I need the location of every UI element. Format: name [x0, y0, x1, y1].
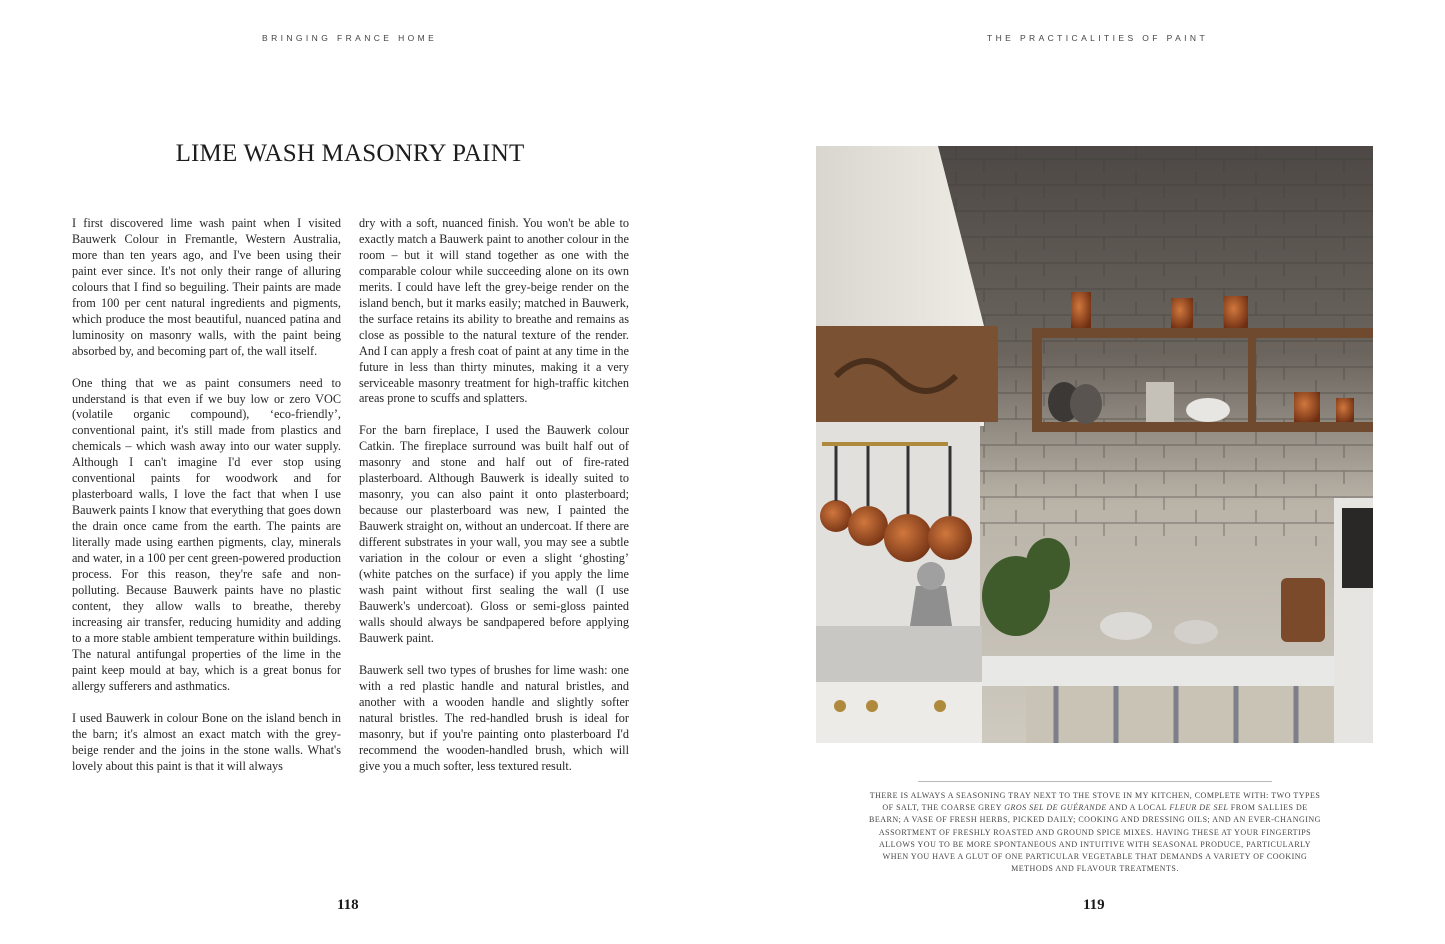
body-column-right — [359, 216, 629, 790]
kitchen-photo-illustration — [816, 146, 1373, 743]
body-paragraph: I used Bauwerk in colour Bone on the island bench in the barn; it's almost an exact match with the grey-beige render and the joins in the stone walls. What's lovely about this paint is that it will always — [72, 710, 341, 773]
body-column-left — [72, 216, 341, 790]
caption-text: FROM SALLIES DE BEARN; A VASE OF FRESH HERBS, PICKED DAILY; COOKING AND DRESSING OILS; AND AN EVER-CHANGING ASSORTMENT OF FRESHLY ROASTED AND GROUND SPICE MIXES. HAVING THESE AT YOUR FINGERTIPS ALLOWS YOU TO BE MORE SPONTANEOUS AND INTUITIVE WITH SEASONAL PRODUCE, PARTICULARLY WHEN YOU HAVE A GLUT OF ONE PARTICULAR VEGETABLE THAT DEMANDS A VARIETY OF COOKING METHODS AND FLAVOUR TREATMENTS. — [869, 803, 1321, 874]
caption-emphasis: GROS SEL DE GUÉRANDE — [1004, 803, 1107, 813]
photo-caption — [866, 790, 1324, 875]
kitchen-photo — [816, 146, 1373, 743]
body-paragraph: dry with a soft, nuanced finish. You won't be able to exactly match a Bauwerk paint to another colour in the room – but it will stand together as one with the comparable colour while succeeding alone on its own merits. I could have left the grey-beige render on the island bench, but it marks easily; matched in Bauwerk, the surface retains its ability to breathe and remains as close as possible to the natural texture of the render. And I can apply a fresh coat of paint at any time in the future in less than thirty minutes, making it a very serviceable masonry treatment for high-traffic kitchen areas prone to scuffs and splatters. — [359, 216, 629, 406]
article-title: LIME WASH MASONRY PAINT — [175, 140, 525, 167]
caption-text: AND A LOCAL — [1106, 803, 1170, 813]
body-paragraph: For the barn fireplace, I used the Bauwerk colour Catkin. The fireplace surround was built half out of masonry and stone and half out of fire-rated plasterboard. Although Bauwerk is ideally suited to masonry, you can also paint it onto plasterboard; because our plasterboard was new, I painted the Bauwerk straight on, without an undercoat. If there are different substrates in your wall, you may see a subtle variation in the colour or even a slight ‘ghosting’ (white patches on the surface) if you apply the lime wash paint without first sealing the wall (I use Bauwerk's undercoat). Gloss or semi-gloss painted walls should always be sandpapered before applying Bauwerk paint. — [359, 423, 629, 645]
running-head-left: BRINGING FRANCE HOME — [262, 33, 438, 43]
body-paragraph: Bauwerk sell two types of brushes for lime wash: one with a red plastic handle and natural bristles, and another with a wooden handle and slightly softer natural bristles. The red-handled brush is ideal for masonry, but if you're painting onto plasterboard I'd recommend the wooden-handled brush, which will give you a much softer, less textured result. — [359, 662, 629, 773]
body-paragraph: I first discovered lime wash paint when I visited Bauwerk Colour in Fremantle, Western Australia, more than ten years ago, and I've been using their paint ever since. It's not only their range of alluring colours that I find so beguiling. Their paints are made from 100 per cent natural ingredients and pigments, which produce the most beautiful, nuanced patina and luminosity on masonry walls, with the paint being absorbed by, and becoming part of, the wall itself. — [72, 216, 341, 358]
caption-rule — [918, 781, 1272, 782]
page-number-left: 118 — [337, 897, 359, 913]
body-paragraph: One thing that we as paint consumers need to understand is that even if we buy low or zero VOC (volatile organic compound), ‘eco-friendly’, conventional paint, it's still made from plastics and chemicals – which wash away into our water supply. Although I can't imagine I'd ever stop using conventional paints for woodwork and for plasterboard walls, I love the fact that when I use Bauwerk paints I know that everything that goes down the drain once came from the earth. The paints are literally made using earthen pigments, clay, minerals and water, in a 100 per cent green-powered production process. For this reason, they're safe and non-polluting. Because Bauwerk paints have no plastic content, they allow walls to breathe, thereby increasing air transfer, reducing humidity and adding to a more stable ambient temperature within buildings. The natural antifungal properties of the lime in the paint keep mould at bay, which is a great bonus for allergy sufferers and asthmatics. — [72, 375, 341, 693]
caption-text: THERE IS ALWAYS A SEASONING TRAY NEXT TO THE STOVE IN MY KITCHEN, COMPLETE WITH: TWO TYPES OF SALT, THE COARSE GREY — [869, 791, 1321, 813]
caption-emphasis: FLEUR DE SEL — [1169, 803, 1229, 813]
running-head-right: THE PRACTICALITIES OF PAINT — [987, 33, 1209, 43]
page-number-right: 119 — [1083, 897, 1105, 913]
